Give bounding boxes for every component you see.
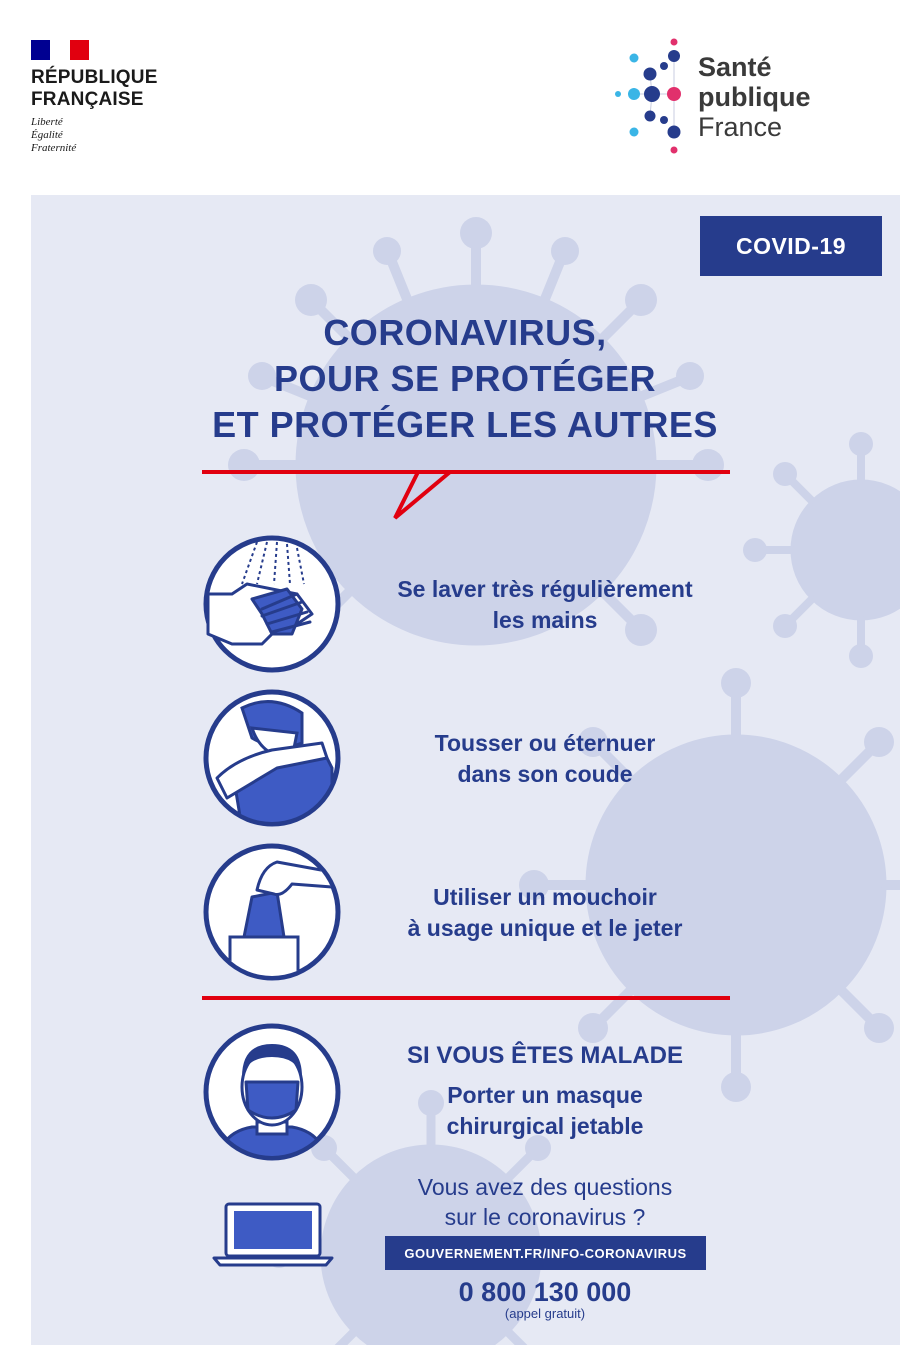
sante-publique-france-logo: Santé publique France bbox=[698, 52, 811, 142]
action-wash-hands: Se laver très régulièrement les mains bbox=[397, 576, 693, 633]
french-flag-icon bbox=[31, 40, 89, 60]
face-mask-icon bbox=[202, 1022, 342, 1162]
sante-publique-network-icon bbox=[612, 36, 692, 156]
republique-francaise-logo: RÉPUBLIQUE FRANÇAISE bbox=[31, 67, 158, 110]
sick-heading: SI VOUS ÊTES MALADE bbox=[406, 1042, 684, 1069]
hand-washing-icon bbox=[202, 534, 342, 674]
poster-title: CORONAVIRUS, POUR SE PROTÉGER ET PROTÉGER LES AUTRES bbox=[212, 312, 718, 445]
republic-motto: Liberté Égalité Fraternité bbox=[31, 116, 77, 154]
laptop-icon bbox=[212, 1202, 334, 1268]
tissue-icon bbox=[202, 842, 342, 982]
action-use-tissue: Utiliser un mouchoir à usage unique et le jeter bbox=[407, 884, 683, 941]
phone-note: (appel gratuit) bbox=[504, 1306, 586, 1321]
questions-text: Vous avez des questions sur le coronavirus ? bbox=[417, 1174, 673, 1230]
info-url-link[interactable]: GOUVERNEMENT.FR/INFO-CORONAVIRUS bbox=[385, 1236, 706, 1270]
action-cough-elbow: Tousser ou éternuer dans son coude bbox=[434, 730, 656, 787]
elbow-cough-icon bbox=[202, 688, 342, 828]
covid-19-tag: COVID-19 bbox=[700, 216, 882, 276]
header bbox=[0, 0, 900, 195]
sick-instruction: Porter un masque chirurgical jetable bbox=[446, 1082, 644, 1139]
phone-number[interactable]: 0 800 130 000 bbox=[458, 1277, 632, 1307]
